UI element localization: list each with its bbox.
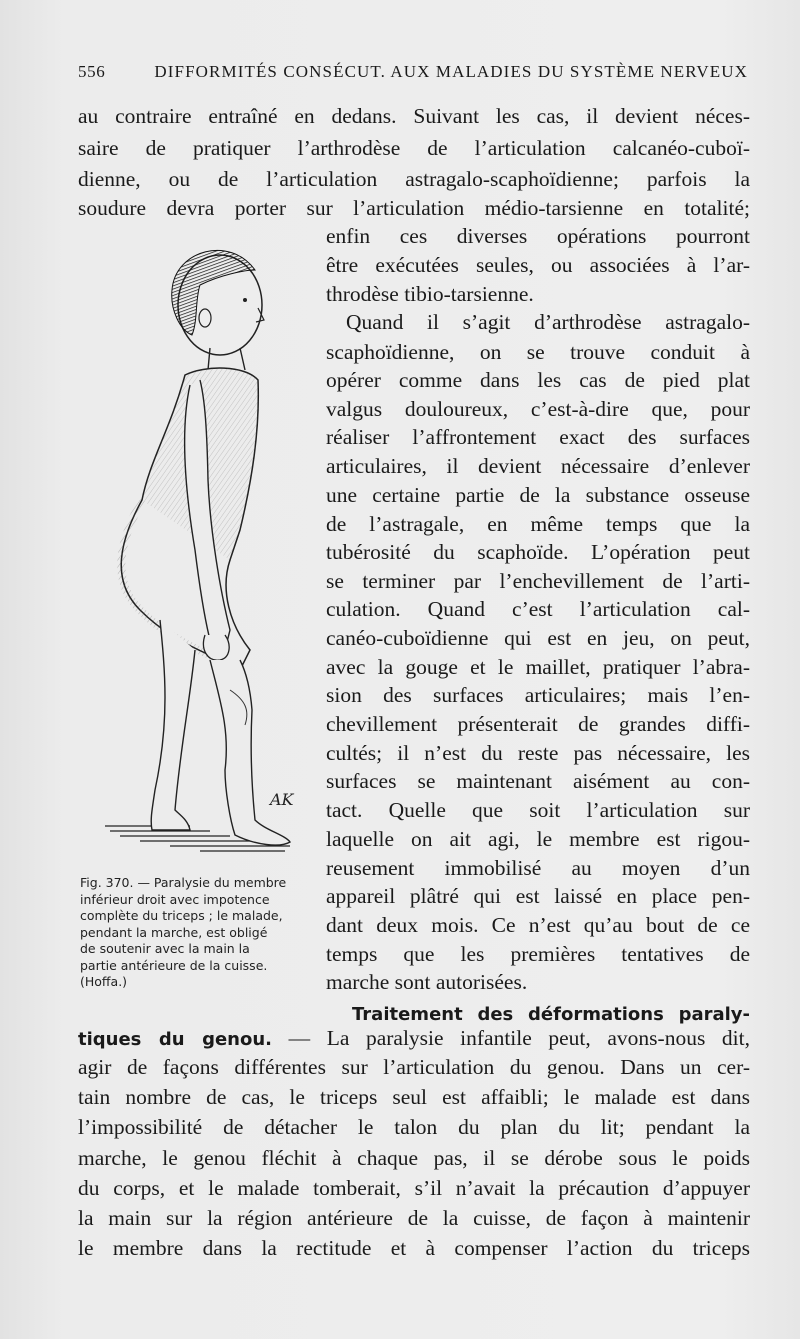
column-line: une certaine partie de la substance osseuse (326, 483, 750, 507)
column-line: scaphoïdienne, on se trouve conduit à (326, 340, 750, 364)
body-line: marche, le genou fléchit à chaque pas, il se dérobe sous le poids (78, 1146, 750, 1170)
section-heading (352, 1003, 750, 1025)
figure-illustration (80, 230, 320, 870)
column-line: de l’astragale, en même temps que la (326, 512, 750, 536)
caption-line: partie antérieure de la cuisse. (80, 957, 268, 973)
caption-line: (Hoffa.) (80, 974, 128, 989)
running-head (78, 62, 748, 82)
body-line: au contraire entraîné en dedans. Suivant les cas, il devient néces- (78, 104, 750, 128)
column-line: être exécutées seules, ou associées à l’ar- (326, 253, 750, 277)
column-line: sion des surfaces articulaires; mais l’en- (326, 683, 750, 707)
figure-caption (80, 875, 310, 991)
caption-line: pendant la marche, est obligé (80, 924, 268, 940)
column-line: opérer comme dans les cas de pied plat (326, 368, 750, 392)
body-line-rest: — La paralysie infantile peut, avons-nous dit, (272, 1026, 750, 1050)
body-line (78, 1028, 750, 1050)
column-line: reusement immobilisé au moyen d’un (326, 856, 750, 880)
column-line: valgus douloureux, c’est-à-dire que, pour (326, 397, 750, 421)
running-title: DIFFORMITÉS CONSÉCUT. AUX MALADIES DU SYSTÈME NERVEUX (154, 62, 748, 81)
caption-line: inférieur droit avec impotence (80, 891, 270, 907)
caption-line: complète du triceps ; le malade, (80, 908, 283, 923)
column-line: laquelle on ait agi, le membre est rigou- (326, 827, 750, 851)
column-line: tubérosité du scaphoïde. L’opération peut (326, 540, 750, 564)
child-figure-engraving (80, 230, 320, 870)
body-line: l’impossibilité de détacher le talon du plan du lit; pendant la (78, 1115, 750, 1139)
section-heading-end: tiques du genou. (78, 1029, 272, 1050)
caption-line: Fig. 370. — Paralysie du membre (80, 875, 287, 890)
page-number: 556 (78, 62, 106, 81)
column-line: surfaces se maintenant aisément au con- (326, 769, 750, 793)
column-line: dant deux mois. Ce n’est qu’au bout de ce (326, 913, 750, 937)
column-line: articulaires, il devient nécessaire d’enlever (326, 454, 750, 478)
column-line: avec la gouge et le maillet, pratiquer l’abra- (326, 655, 750, 679)
column-line: tact. Quelle que soit l’articulation sur (326, 798, 750, 822)
column-line: se terminer par l’enchevillement de l’arti- (326, 569, 750, 593)
column-line: Quand il s’agit d’arthrodèse astragalo- (346, 310, 750, 334)
column-line: canéo-cuboïdienne qui est en jeu, on peut, (326, 626, 750, 650)
body-line: du corps, et le malade tomberait, s’il n’avait la précaution d’appuyer (78, 1176, 750, 1200)
artist-signature: AK (270, 790, 294, 809)
body-line: tain nombre de cas, le triceps seul est affaibli; le malade est dans (78, 1085, 750, 1109)
body-line: dienne, ou de l’articulation astragalo-scaphoïdienne; parfois la (78, 167, 750, 191)
column-line: appareil plâtré qui est laissé en place pen- (326, 884, 750, 908)
column-line: cultés; il n’est du reste pas nécessaire, les (326, 741, 750, 765)
column-line: culation. Quand c’est l’articulation cal- (326, 597, 750, 621)
caption-line: de soutenir avec la main la (80, 941, 250, 956)
column-line: marche sont autorisées. (326, 970, 528, 994)
column-line: throdèse tibio-tarsienne. (326, 282, 534, 306)
body-line: la main sur la région antérieure de la cuisse, de façon à maintenir (78, 1206, 750, 1230)
body-line: soudure devra porter sur l’articulation médio-tarsienne en totalité; (78, 196, 750, 220)
body-line: saire de pratiquer l’arthrodèse de l’articulation calcanéo-cuboï- (78, 136, 750, 160)
column-line: chevillement présenterait de grandes diffi- (326, 712, 750, 736)
column-line: enfin ces diverses opérations pourront (326, 224, 750, 248)
section-heading-text: Traitement des déformations paraly- (352, 1004, 750, 1025)
body-line: agir de façons différentes sur l’articulation du genou. Dans un cer- (78, 1055, 750, 1079)
column-line: réaliser l’affrontement exact des surfaces (326, 425, 750, 449)
body-line: le membre dans la rectitude et à compenser l’action du triceps (78, 1236, 750, 1260)
column-line: temps que les premières tentatives de (326, 942, 750, 966)
